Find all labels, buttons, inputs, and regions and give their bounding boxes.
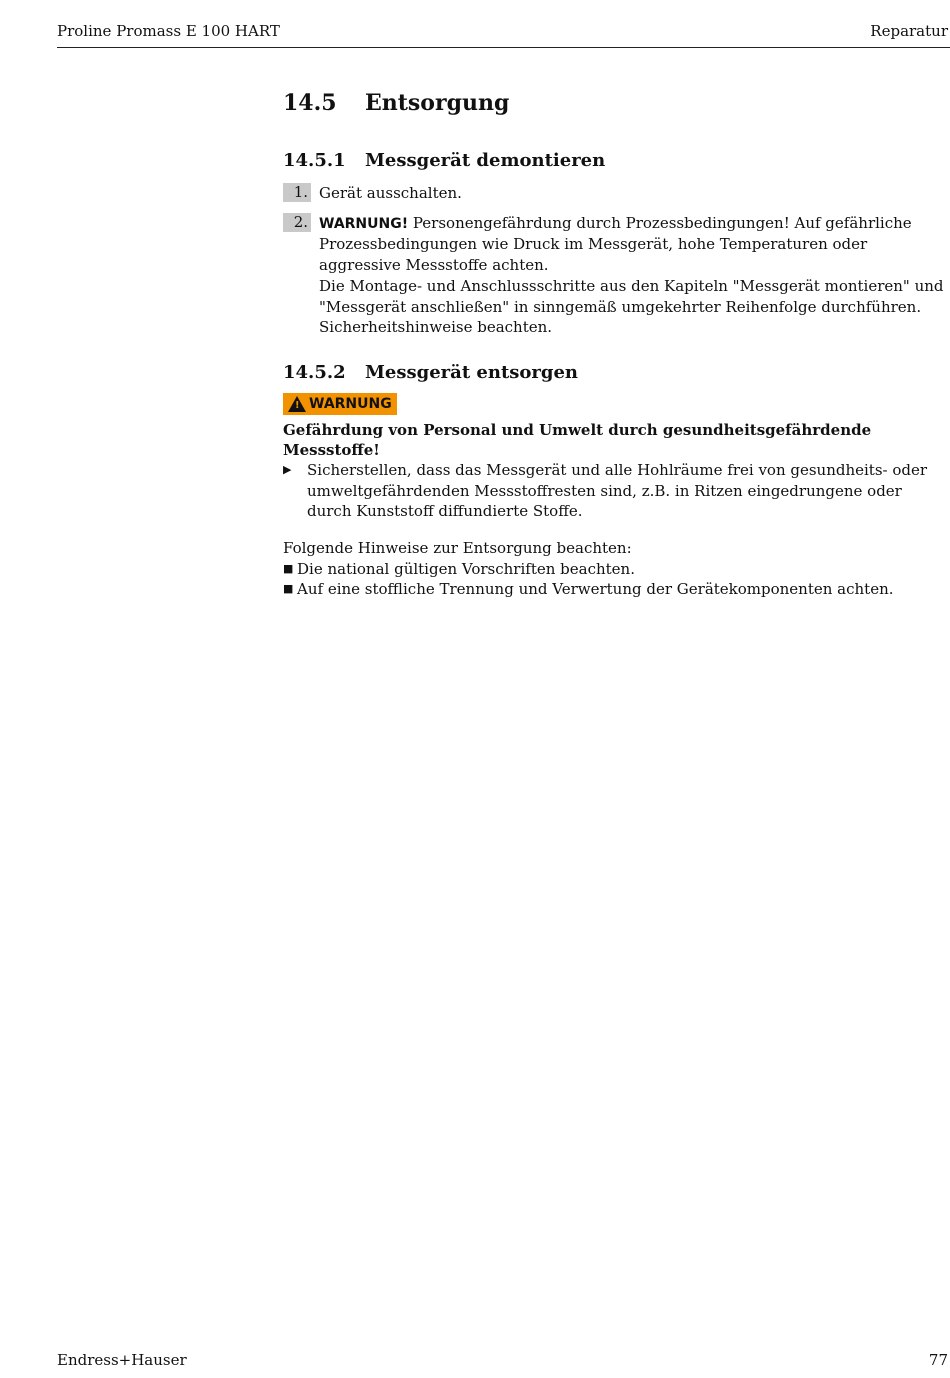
subsection-title-1: Messgerät demontieren	[365, 150, 606, 171]
step-text	[319, 213, 950, 338]
subsection-number-1: 14.5.1	[283, 150, 346, 171]
footer-brand: Endress+Hauser	[57, 1351, 187, 1369]
warning-text: Personengefährdung durch Prozessbedingungen! Auf gefährliche Prozessbedingungen wie Druck im Messgerät, hohe Temperaturen oder aggressive Messstoffe achten.	[319, 213, 912, 275]
subsection-title-2: Messgerät entsorgen	[365, 361, 579, 383]
warning-badge-label: WARNUNG	[309, 395, 392, 412]
step-number: 2.	[283, 213, 311, 232]
warning-title: Gefährdung von Personal und Umwelt durch gesundheitsgefährdende Messstoffe!	[283, 420, 872, 459]
warning-triangle-icon: !	[288, 396, 306, 412]
subsection-number-2: 14.5.2	[283, 361, 346, 383]
section-heading	[283, 90, 950, 116]
page-number: 77	[928, 1351, 948, 1369]
header-divider	[57, 47, 950, 48]
action-item	[283, 460, 950, 522]
main-content	[283, 90, 950, 600]
bullet-icon: ■	[283, 582, 294, 596]
step-instruction: Die Montage- und Anschlussschritte aus den Kapiteln "Messgerät montieren" und "Messgerät anschließen" in sinngemäß umgekehrter Reihenfolge durchführen. Sicherheitshinweise beachten.	[319, 276, 944, 337]
subsection-heading-2	[283, 362, 950, 383]
bullet-icon: ■	[283, 561, 294, 575]
disposal-intro: Folgende Hinweise zur Entsorgung beachten:	[283, 539, 632, 558]
header-chapter: Reparatur	[870, 22, 948, 40]
list-item	[283, 559, 950, 580]
list-item-text: Die national gültigen Vorschriften beachten.	[297, 559, 635, 578]
subsection-heading-1	[283, 150, 950, 171]
list-item-text: Auf eine stoffliche Trennung und Verwertung der Gerätekomponenten achten.	[297, 580, 894, 599]
step-number: 1.	[283, 183, 311, 202]
action-text: Sicherstellen, dass das Messgerät und alle Hohlräume frei von gesundheits- oder umweltgefährdenden Messstoffresten sind, z.B. in Ritzen eingedrungene oder durch Kunststoff diffundierte Stoffe.	[307, 460, 928, 521]
warning-badge	[283, 393, 397, 415]
inline-warning-label: WARNUNG!	[319, 215, 409, 232]
step-list	[283, 183, 950, 338]
step-item	[283, 213, 950, 338]
arrow-right-icon: ▶	[283, 462, 292, 476]
section-number: 14.5	[283, 90, 337, 116]
section-title: Entsorgung	[365, 90, 510, 116]
header-doc-title: Proline Promass E 100 HART	[57, 22, 280, 40]
step-text: Gerät ausschalten.	[319, 184, 462, 202]
step-item	[283, 183, 950, 204]
list-item	[283, 579, 950, 600]
